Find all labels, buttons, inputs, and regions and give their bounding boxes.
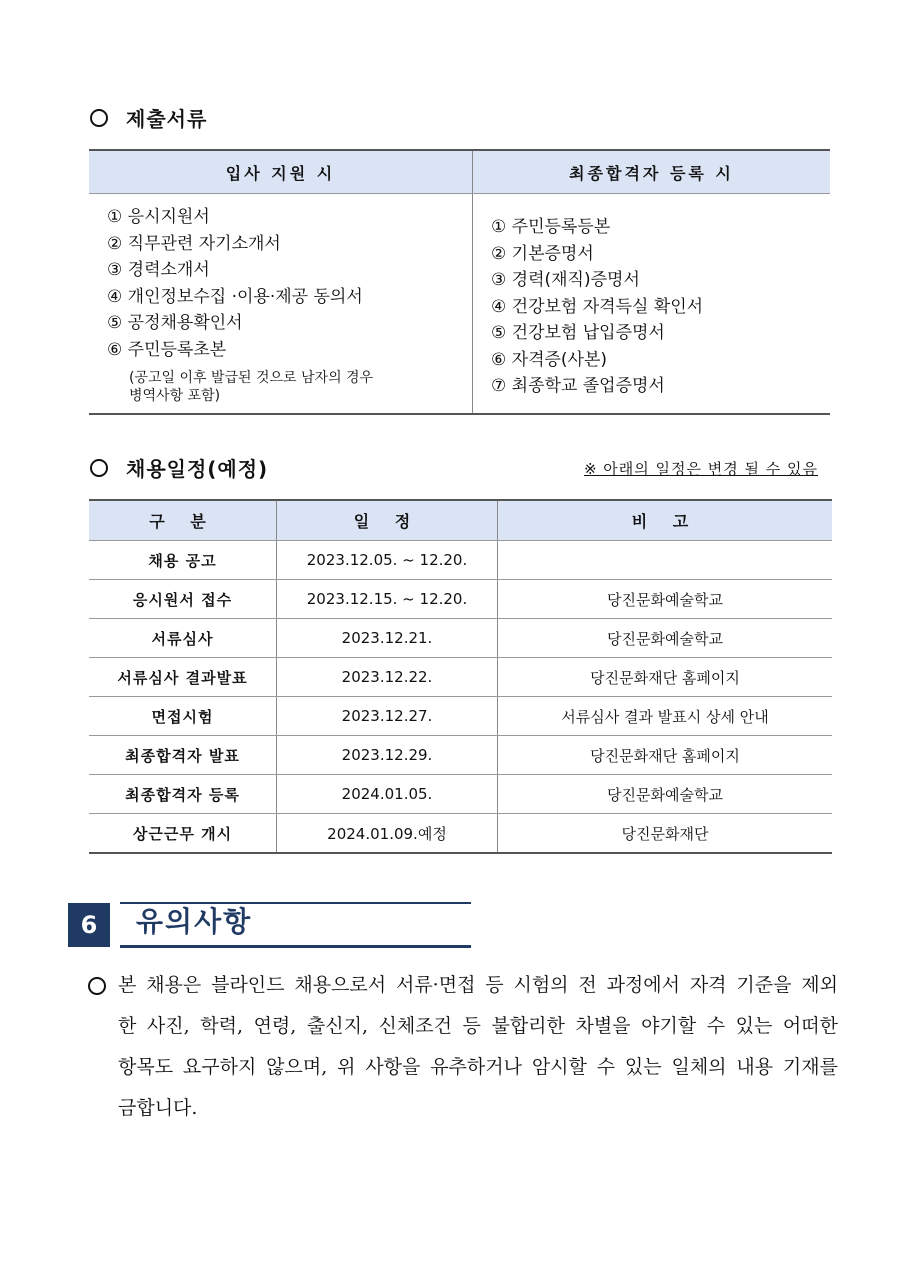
sched-note: 당진문화예술학교 — [498, 619, 833, 658]
sched-date: 2023.12.27. — [277, 697, 498, 736]
sched-header-note: 비 고 — [498, 500, 833, 541]
section-title: 유의사항 — [136, 905, 253, 938]
documents-table — [89, 149, 830, 415]
doc-item: ③ 경력소개서 — [107, 260, 210, 280]
sched-header-category: 구 분 — [89, 500, 277, 541]
doc-final-list — [473, 194, 831, 415]
table-row — [89, 541, 832, 580]
table-row — [89, 814, 832, 854]
circle-bullet-icon — [90, 109, 108, 127]
sched-date: 2023.12.22. — [277, 658, 498, 697]
table-row — [89, 619, 832, 658]
sched-category: 채용 공고 — [89, 541, 277, 580]
doc-item: ④ 개인정보수집 ·이용·제공 동의서 — [107, 286, 363, 307]
sched-category: 서류심사 결과발표 — [89, 658, 277, 697]
doc-note-line: 병역사항 포함) — [129, 388, 221, 404]
sched-category: 상근근무 개시 — [89, 814, 277, 854]
sched-date: 2023.12.21. — [277, 619, 498, 658]
circle-bullet-icon — [90, 459, 108, 477]
table-row — [89, 697, 832, 736]
doc-item: ③ 경력(재직)증명서 — [491, 270, 640, 290]
sched-note: 당진문화예술학교 — [498, 775, 833, 814]
schedule-table — [89, 499, 832, 854]
circle-bullet-icon — [88, 977, 106, 995]
notice-paragraph — [88, 965, 838, 1129]
table-row — [89, 736, 832, 775]
section-number-badge: 6 — [68, 903, 110, 947]
doc-item: ⑥ 주민등록초본 — [107, 339, 227, 360]
table-row — [89, 580, 832, 619]
doc-item: ② 직무관련 자기소개서 — [107, 233, 281, 254]
schedule-notice: ※ 아래의 일정은 변경 될 수 있음 — [583, 460, 818, 478]
sched-header-date: 일 정 — [277, 500, 498, 541]
sched-note — [498, 541, 833, 580]
schedule-heading — [90, 453, 268, 482]
sched-category: 응시원서 접수 — [89, 580, 277, 619]
sched-category: 면접시험 — [89, 697, 277, 736]
notice-paragraph-text: 본 채용은 블라인드 채용으로서 서류·면접 등 시험의 전 과정에서 자격 기준을 제외한 사진, 학력, 연령, 출신지, 신체조건 등 불합리한 차별을 야기할 수 있는 어떠한 항목도 요구하지 않으며, 위 사항을 유추하거나 암시할 수 있는 일체의 내용 기재를 금합니다. — [118, 974, 838, 1119]
sched-date: 2023.12.29. — [277, 736, 498, 775]
docs-heading — [90, 103, 207, 132]
doc-note-line: (공고일 이후 발급된 것으로 남자의 경우 — [129, 370, 374, 386]
sched-note: 서류심사 결과 발표시 상세 안내 — [498, 697, 833, 736]
sched-note: 당진문화재단 홈페이지 — [498, 658, 833, 697]
sched-date: 2023.12.15. ~ 12.20. — [277, 580, 498, 619]
sched-note: 당진문화재단 — [498, 814, 833, 854]
sched-date: 2024.01.05. — [277, 775, 498, 814]
doc-col-header-final: 최종합격자 등록 시 — [473, 150, 831, 194]
sched-note: 당진문화예술학교 — [498, 580, 833, 619]
doc-item: ⑥ 자격증(사본) — [491, 349, 608, 370]
sched-category: 최종합격자 등록 — [89, 775, 277, 814]
section-rule-bottom — [120, 945, 471, 948]
doc-item: ② 기본증명서 — [491, 243, 594, 264]
doc-item: ⑤ 공정채용확인서 — [107, 313, 243, 333]
sched-note: 당진문화재단 홈페이지 — [498, 736, 833, 775]
sched-date: 2024.01.09.예정 — [277, 814, 498, 854]
doc-apply-list — [89, 194, 473, 415]
doc-item: ① 주민등록등본 — [491, 217, 611, 237]
sched-category: 서류심사 — [89, 619, 277, 658]
doc-item: ⑤ 건강보험 납입증명서 — [491, 323, 665, 343]
doc-item: ④ 건강보험 자격득실 확인서 — [491, 296, 704, 317]
doc-item: ⑦ 최종학교 졸업증명서 — [491, 376, 665, 396]
sched-date: 2023.12.05. ~ 12.20. — [277, 541, 498, 580]
doc-item: ① 응시지원서 — [107, 207, 210, 227]
doc-note — [107, 369, 471, 405]
sched-category: 최종합격자 발표 — [89, 736, 277, 775]
doc-col-header-apply: 입사 지원 시 — [89, 150, 473, 194]
schedule-heading-text: 채용일정(예정) — [126, 457, 269, 481]
docs-heading-text: 제출서류 — [126, 107, 208, 131]
table-row — [89, 658, 832, 697]
table-row — [89, 775, 832, 814]
